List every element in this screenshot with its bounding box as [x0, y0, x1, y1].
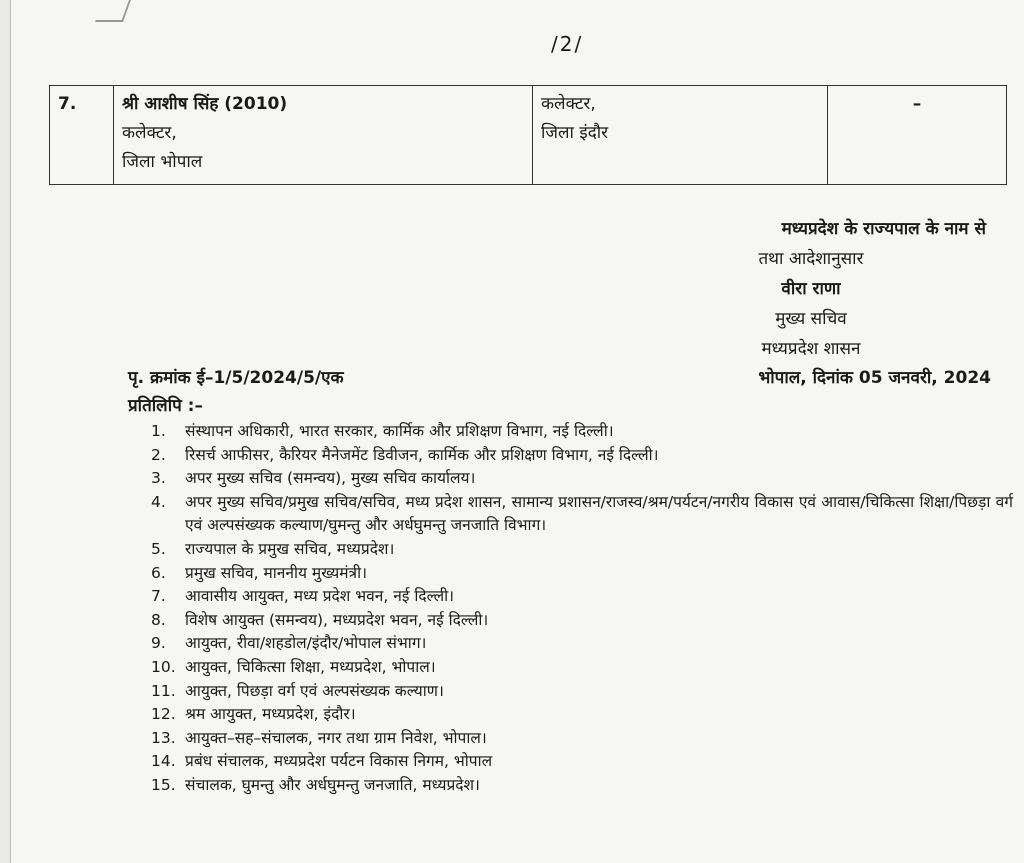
signatory-office: मध्यप्रदेश शासन — [761, 339, 861, 359]
new-post-line1: कलेक्टर, — [541, 94, 596, 114]
signature-line2: तथा आदेशानुसार — [758, 249, 864, 269]
list-item: 4. अपर मुख्य सचिव/प्रमुख सचिव/सचिव, मध्य प्रदेश शासन, सामान्य प्रशासन/राजस्व/श्रम/पर्यटन/नगरीय विकास एवं आवास/चिकित्सा शिक्षा/पिछड़ा वर्ग एवं अल्पसंख्यक कल्याण/घुमन्तु और अर्धघुमन्तु जनजाति विभाग। — [151, 492, 1013, 535]
table-row — [50, 86, 1007, 185]
new-post-line2: जिला इंदौर — [541, 123, 609, 143]
signature-line1: मध्यप्रदेश के राज्यपाल के नाम से — [781, 219, 986, 239]
list-item: 15. संचालक, घुमन्तु और अर्धघुमन्तु जनजाति, मध्यप्रदेश। — [151, 775, 480, 794]
current-post-line2: जिला भोपाल — [122, 152, 203, 172]
list-item: 8. विशेष आयुक्त (समन्वय), मध्यप्रदेश भवन, नई दिल्ली। — [151, 610, 489, 629]
page-number: /2/ — [551, 32, 584, 56]
signatory-designation: मुख्य सचिव — [775, 309, 847, 329]
list-item: 2. रिसर्च आफीसर, कैरियर मैनेजमेंट डिवीजन, कार्मिक और प्रशिक्षण विभाग, नई दिल्ली। — [151, 445, 659, 464]
reference-number: पृ. क्रमांक ई–1/5/2024/5/एक — [128, 368, 344, 388]
copy-heading: प्रतिलिपि :– — [128, 396, 203, 416]
officer-name: श्री आशीष सिंह (2010) — [122, 94, 288, 114]
list-item: 11. आयुक्त, पिछड़ा वर्ग एवं अल्पसंख्यक कल्याण। — [151, 681, 444, 700]
signature-block — [611, 214, 1011, 364]
list-item: 7. आवासीय आयुक्त, मध्य प्रदेश भवन, नई दिल्ली। — [151, 587, 454, 606]
list-item: 14. प्रबंध संचालक, मध्यप्रदेश पर्यटन विकास निगम, भोपाल — [151, 752, 493, 771]
current-post-line1: कलेक्टर, — [122, 123, 177, 143]
page-corner-mark — [95, 0, 131, 22]
list-item: 10. आयुक्त, चिकित्सा शिक्षा, मध्यप्रदेश, भोपाल। — [151, 657, 436, 676]
list-item: 1. संस्थापन अधिकारी, भारत सरकार, कार्मिक और प्रशिक्षण विभाग, नई दिल्ली। — [151, 422, 614, 440]
posting-table — [49, 85, 1007, 185]
remarks-cell: – — [828, 86, 1007, 185]
list-item: 5. राज्यपाल के प्रमुख सचिव, मध्यप्रदेश। — [151, 539, 395, 558]
new-post-cell — [533, 86, 828, 185]
officer-cell — [114, 86, 533, 185]
signatory-name: वीरा राणा — [781, 279, 841, 299]
copy-list — [151, 420, 1013, 798]
list-item: 9. आयुक्त, रीवा/शहडोल/इंदौर/भोपाल संभाग। — [151, 634, 427, 653]
document-page — [10, 0, 1024, 863]
list-item: 6. प्रमुख सचिव, माननीय मुख्यमंत्री। — [151, 563, 367, 582]
list-item: 13. आयुक्त–सह–संचालक, नगर तथा ग्राम निवेश, भोपाल। — [151, 728, 487, 747]
serial-cell: 7. — [50, 86, 114, 185]
list-item: 12. श्रम आयुक्त, मध्यप्रदेश, इंदौर। — [151, 705, 356, 724]
list-item: 3. अपर मुख्य सचिव (समन्वय), मुख्य सचिव कार्यालय। — [151, 469, 476, 488]
place-date: भोपाल, दिनांक 05 जनवरी, 2024 — [758, 368, 991, 388]
